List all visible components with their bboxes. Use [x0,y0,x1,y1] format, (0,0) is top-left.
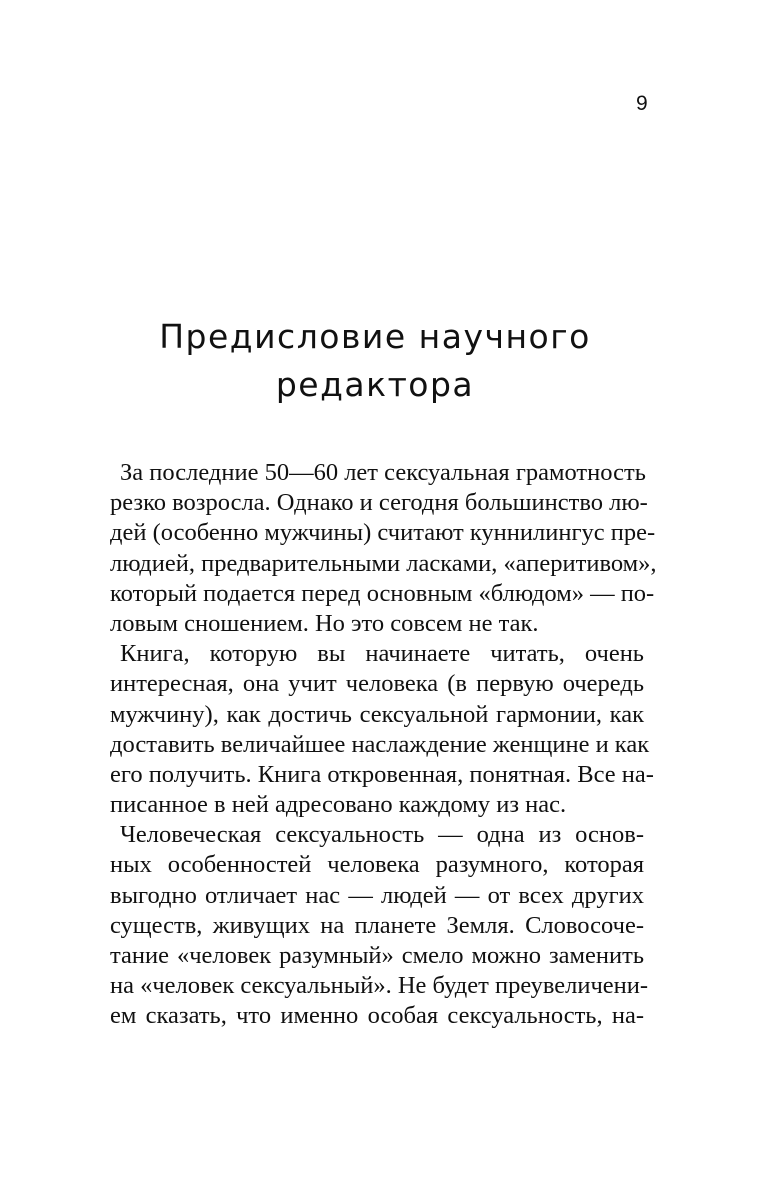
text-line: Человеческая сексуальность — одна из основ- [120,821,644,849]
text-line: существ, живущих на планете Земля. Словосоче- [110,911,644,939]
text-line: ловым сношением. Но это совсем не так. [110,609,539,637]
text-line: людией, предварительными ласками, «аперитивом», [110,549,657,577]
body-text [110,458,657,1032]
text-line: тание «человек разумный» смело можно заменить [110,942,644,969]
paragraph-1 [110,458,657,639]
text-line: доставить величайшее наслаждение женщине и как [110,730,650,758]
text-line: За последние 50—60 лет сексуальная грамотность [120,459,646,486]
text-line: который подается перед основным «блюдом» — по- [110,579,655,607]
text-line: Книга, которую вы начинаете читать, очень [120,640,644,668]
chapter-title [100,313,650,409]
text-line: ных особенностей человека разумного, которая [110,851,644,879]
text-line: дей (особенно мужчины) считают куннилингус пре- [110,519,656,547]
text-line: интересная, она учит человека (в первую очередь [110,670,644,698]
text-line: на «человек сексуальный». Не будет преувеличени- [110,972,649,1000]
chapter-title-line-2: редактора [275,365,475,404]
text-line: мужчину), как достичь сексуальной гармонии, как [110,700,644,728]
chapter-title-line-1: Предисловие научного [159,317,591,356]
page-number: 9 [636,92,648,115]
text-line: выгодно отличает нас — людей — от всех других [110,881,644,909]
text-line: резко возросла. Однако и сегодня большинство лю- [110,489,648,517]
text-line: писанное в ней адресовано каждому из нас. [110,791,567,819]
text-line: ем сказать, что именно особая сексуальность, на- [110,1002,644,1030]
paragraph-2 [110,639,654,820]
paragraph-3 [110,820,649,1031]
text-line: его получить. Книга откровенная, понятная. Все на- [110,760,654,788]
